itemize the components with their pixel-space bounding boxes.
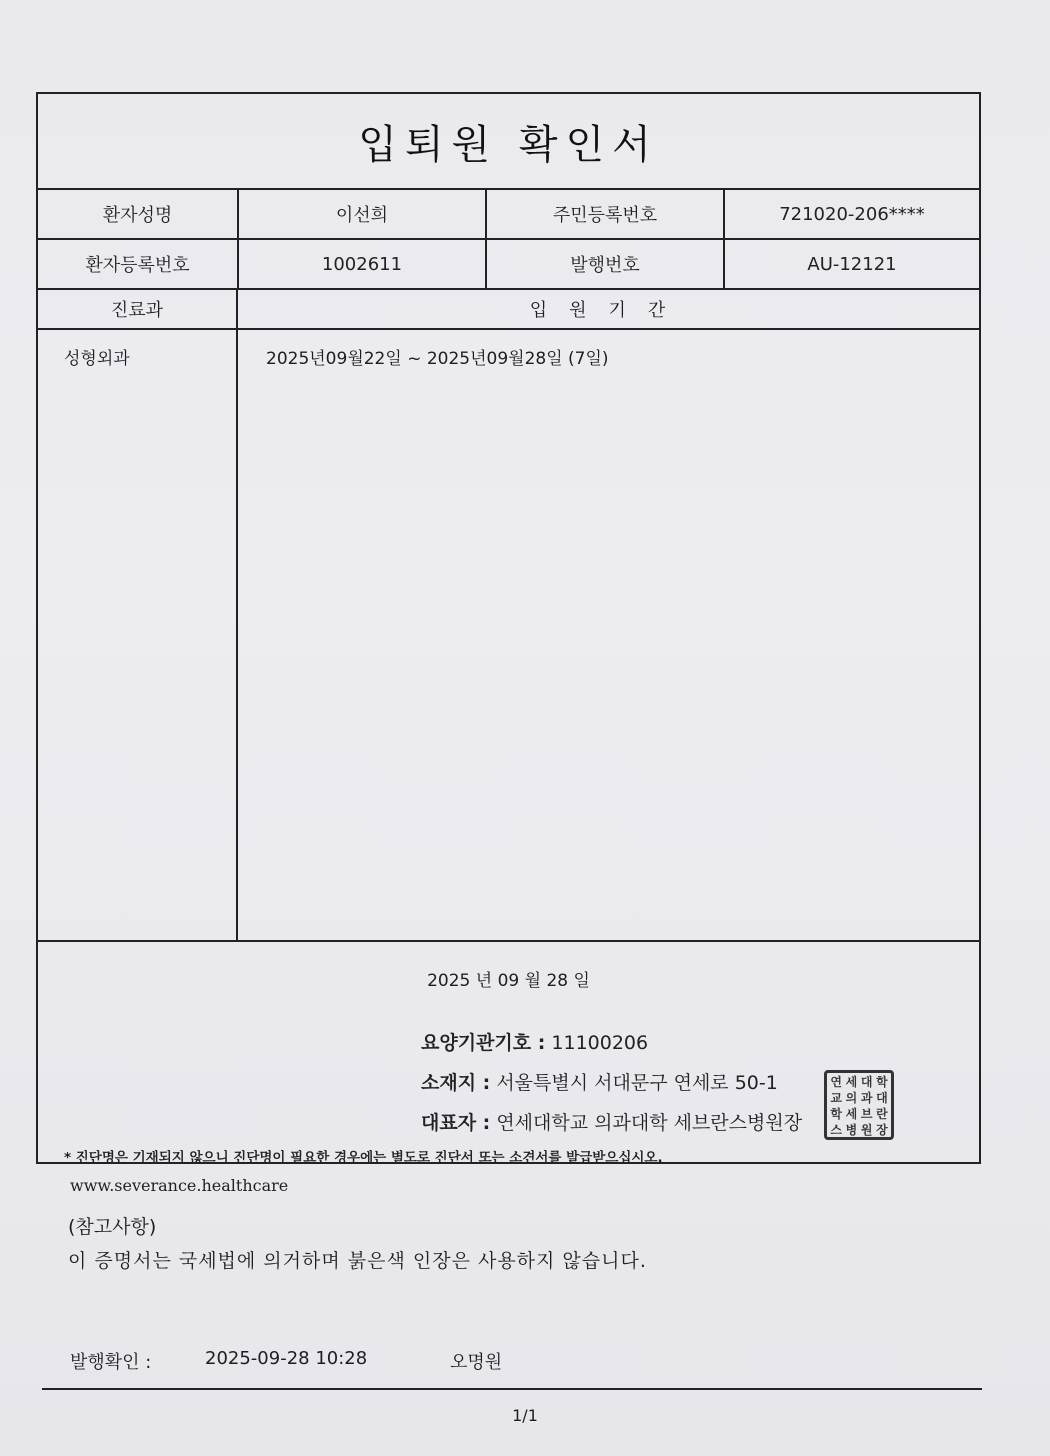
admission-period-value: 2025년09월22일 ~ 2025년09월28일 (7일) [266,349,609,369]
institution-address-value: 서울특별시 서대문구 연세로 50-1 [496,1072,778,1094]
resident-number-value: 721020-206**** [724,190,979,239]
issue-date: 2025 년 09 월 28 일 [427,971,590,991]
certificate-frame [36,92,981,1164]
issue-number-label: 발행번호 [486,239,724,289]
issuance-label: 발행확인 : [70,1352,152,1373]
diagnosis-note: * 진단명은 기재되지 않으니 진단명이 필요한 경우에는 별도로 진단서 또는 소견서를 발급받으십시오. [64,1150,663,1166]
institution-rep-label: 대표자 : [421,1112,491,1134]
seal-glyph: 대 [876,1091,888,1105]
seal-glyph: 의 [845,1091,858,1105]
table-row [38,239,979,289]
institution-code-value: 11100206 [551,1032,649,1054]
department-header: 진료과 [38,290,238,328]
institution-address-line [421,1068,778,1095]
page-number: 1/1 [512,1406,538,1425]
patient-name-label: 환자성명 [38,190,238,239]
patient-reg-label: 환자등록번호 [38,239,238,289]
reference-body: 이 증명서는 국세법에 의거하며 붉은색 인장은 사용하지 않습니다. [68,1250,647,1272]
seal-glyph: 란 [876,1107,888,1121]
patient-reg-value: 1002611 [238,239,486,289]
issuance-timestamp: 2025-09-28 10:28 [205,1348,368,1369]
department-value: 성형외과 [38,330,238,940]
seal-glyph: 대 [860,1075,873,1089]
institution-code-line [421,1028,648,1055]
table-row [38,190,979,239]
hospital-website: www.severance.healthcare [70,1176,289,1195]
seal-glyph: 학 [830,1107,842,1121]
seal-glyph: 병 [845,1123,858,1137]
institution-code-label: 요양기관기호 : [421,1032,546,1054]
seal-glyph: 세 [845,1107,858,1121]
seal-glyph: 과 [860,1091,873,1105]
period-header-row [38,290,979,330]
issue-number-value: AU-12121 [724,239,979,289]
issuance-confirmation [70,1348,502,1374]
document-title: 입퇴원 확인서 [38,94,979,190]
patient-name-value: 이선희 [238,190,486,239]
seal-glyph: 세 [845,1075,858,1089]
institution-rep-line [421,1108,802,1135]
institution-address-label: 소재지 : [421,1072,491,1094]
seal-glyph: 원 [860,1123,873,1137]
resident-number-label: 주민등록번호 [486,190,724,239]
seal-glyph: 학 [876,1075,888,1089]
seal-glyph: 연 [830,1075,842,1089]
reference-title: (참고사항) [68,1216,157,1238]
seal-glyph: 장 [876,1123,888,1137]
patient-info-table [38,190,979,290]
institution-rep-value: 연세대학교 의과대학 세브란스병원장 [496,1112,803,1134]
issuer-name: 오명원 [450,1352,503,1373]
seal-glyph: 스 [830,1123,842,1137]
admission-period-header: 입원기간 [529,300,688,321]
seal-glyph: 교 [830,1091,842,1105]
footer-divider [42,1388,982,1390]
seal-glyph: 브 [860,1107,873,1121]
admission-detail-row [38,330,979,942]
hospital-seal-stamp [824,1070,894,1140]
